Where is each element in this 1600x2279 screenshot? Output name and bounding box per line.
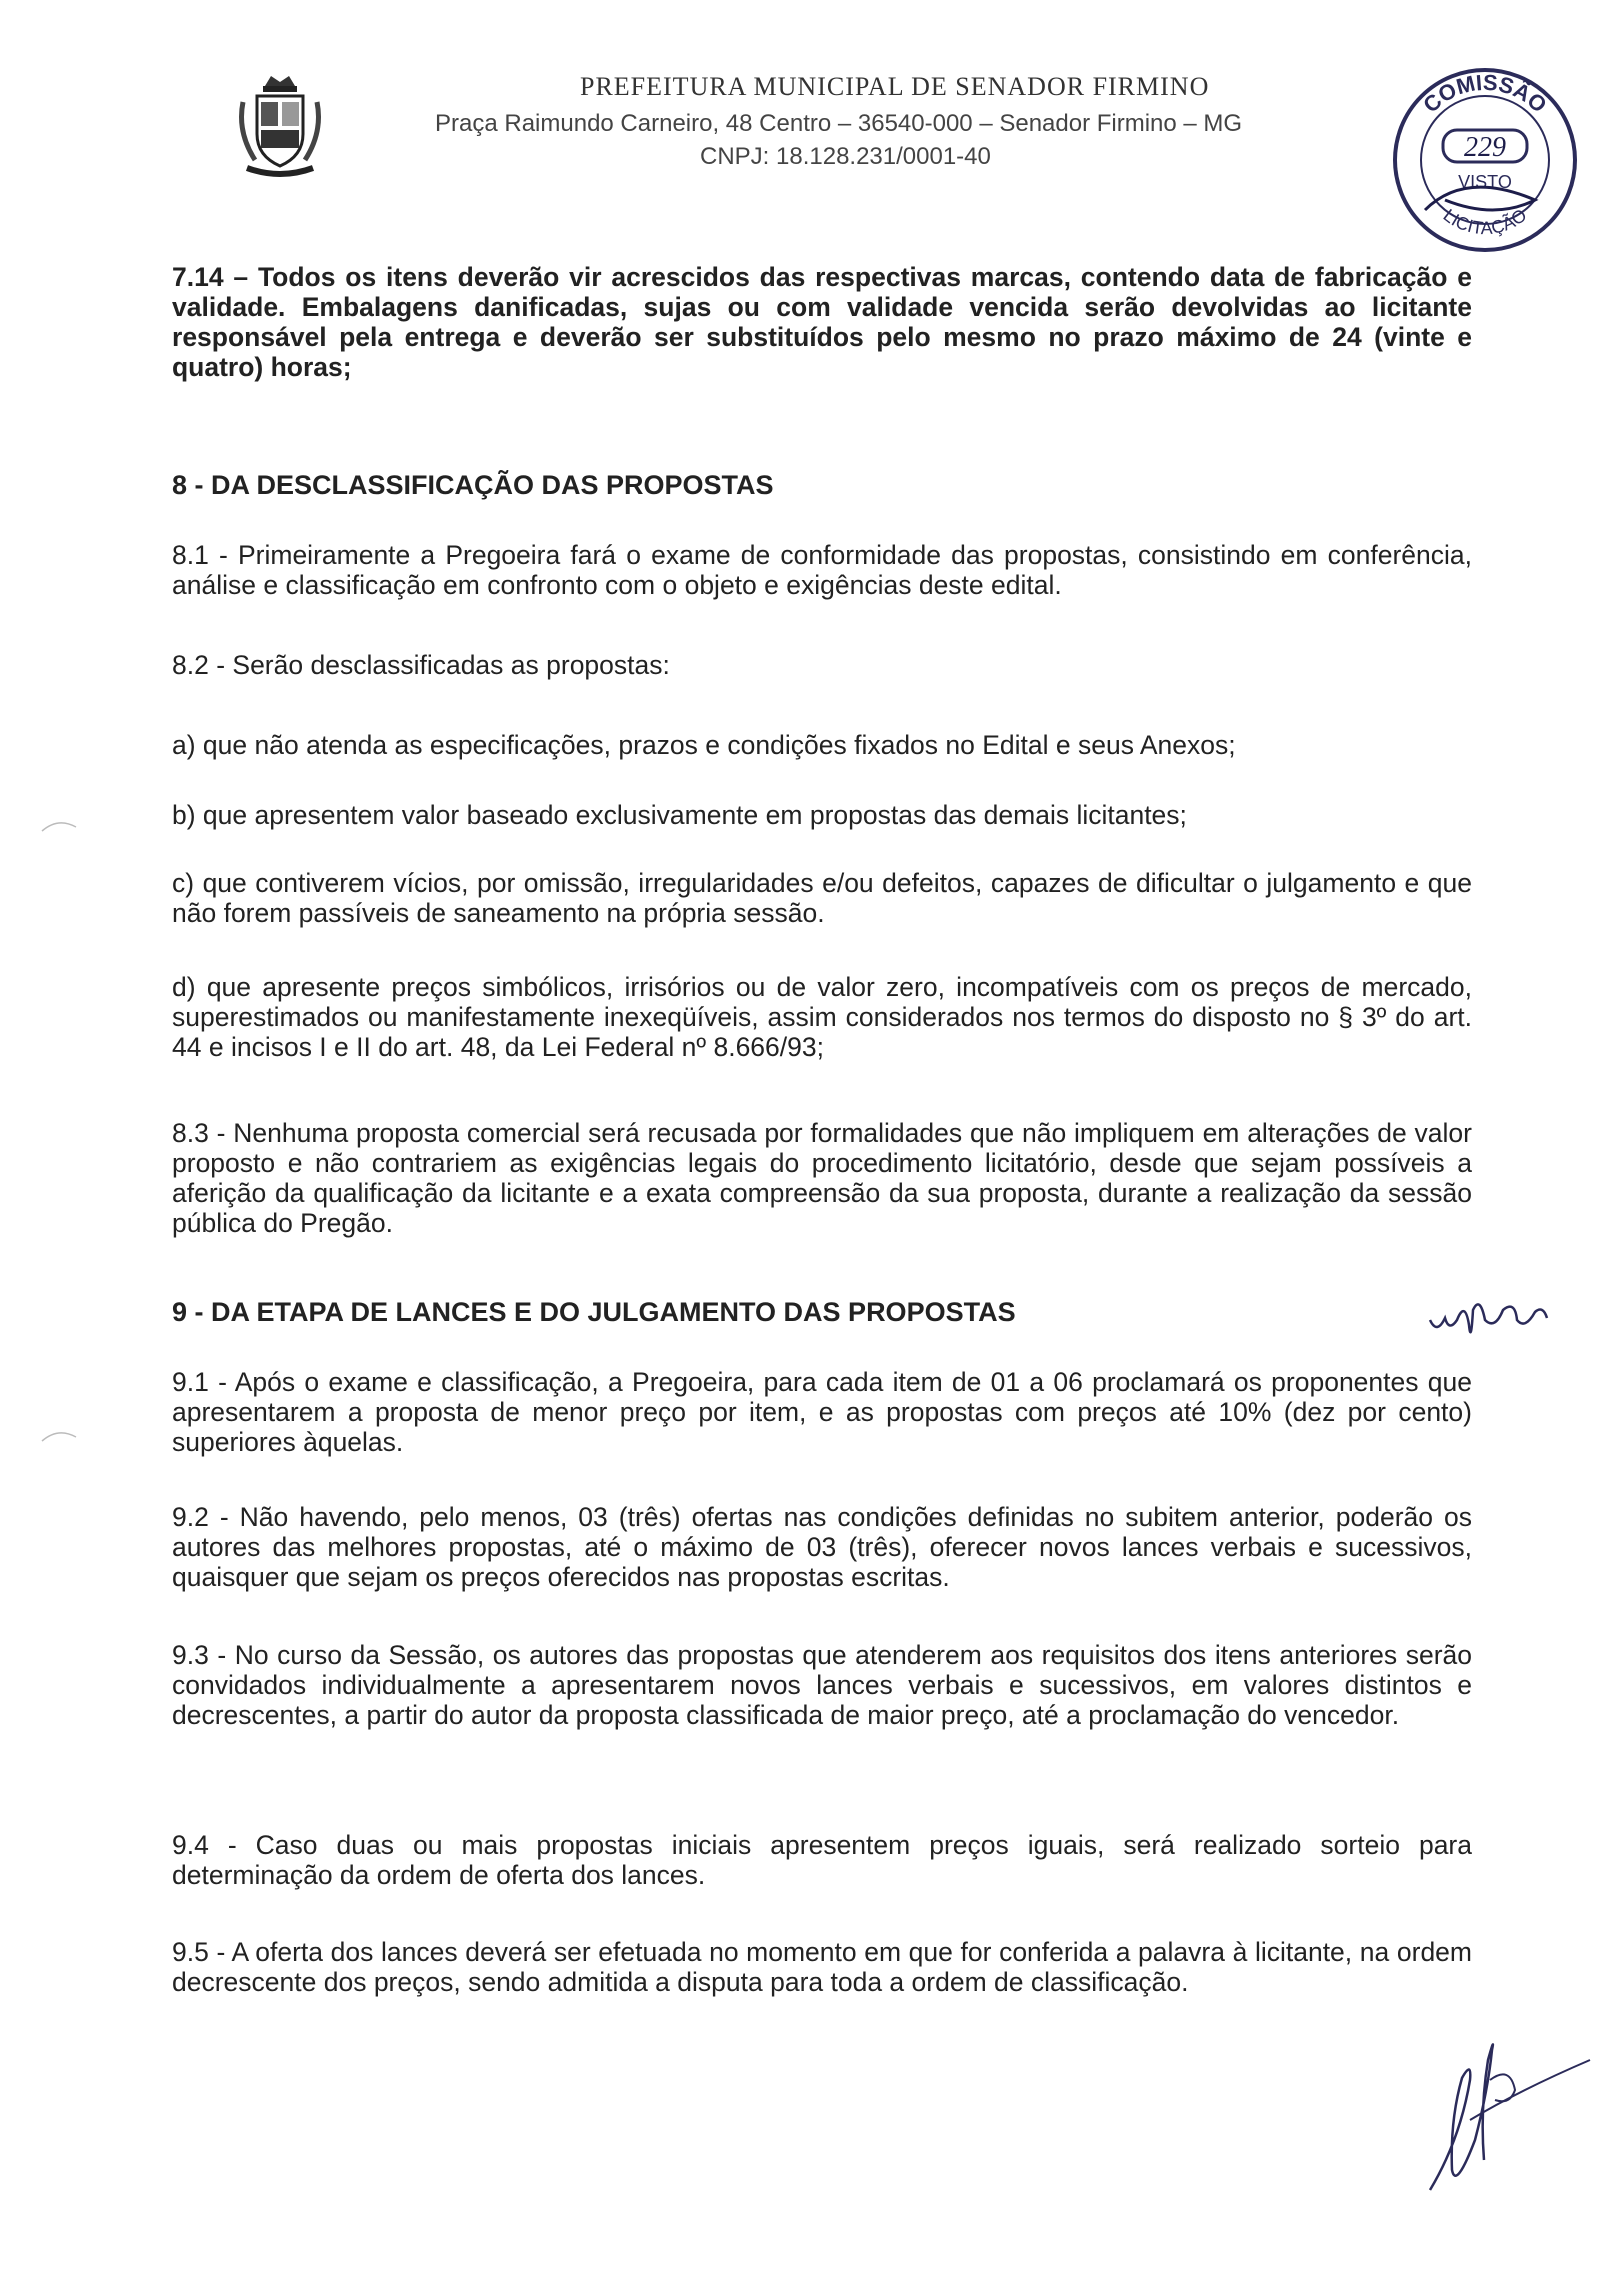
handwritten-initials — [1425, 1280, 1565, 1350]
commission-stamp — [1385, 60, 1585, 260]
heading-section-9: 9 - DA ETAPA DE LANCES E DO JULGAMENTO DAS PROPOSTAS — [172, 1297, 1016, 1327]
margin-mark — [40, 1425, 80, 1445]
section-8-3: 8.3 - Nenhuma proposta comercial será recusada por formalidades que não impliquem em alterações de valor proposto e não contrariem as exigências legais do procedimento licitatório, desde que sejam possíveis a aferição da qualificação da licitante e a exata compreensão da sua proposta, durante a realização da sessão pública do Pregão. — [172, 1118, 1472, 1238]
stamp-bottom-text: LICITAÇÃO — [1439, 204, 1531, 239]
section-8-2-b: b) que apresentem valor baseado exclusivamente em propostas das demais licitantes; — [172, 800, 1187, 830]
stamp-number: 229 — [1464, 132, 1506, 163]
margin-mark — [40, 815, 80, 835]
section-9-2: 9.2 - Não havendo, pelo menos, 03 (três) ofertas nas condições definidas no subitem anterior, poderão os autores das melhores propostas, até o máximo de 03 (três), oferecer novos lances verbais e sucessivos, quaisquer que sejam os preços oferecidos nas propostas escritas. — [172, 1502, 1472, 1592]
section-7-14: 7.14 – Todos os itens deverão vir acrescidos das respectivas marcas, contendo data de fabricação e validade. Embalagens danificadas, sujas ou com validade vencida serão devolvidas ao licitante responsável pela entrega e deverão ser substituídos pelo mesmo no prazo máximo de 24 (vinte e quatro) horas; — [172, 262, 1472, 382]
heading-section-8: 8 - DA DESCLASSIFICAÇÃO DAS PROPOSTAS — [172, 470, 774, 500]
svg-text:COMISSÃO — [1418, 70, 1551, 118]
section-8-2-a: a) que não atenda as especificações, prazos e condições fixados no Edital e seus Anexos; — [172, 730, 1236, 760]
section-9-4: 9.4 - Caso duas ou mais propostas iniciais apresentem preços iguais, será realizado sorteio para determinação da ordem de oferta dos lances. — [172, 1830, 1472, 1890]
stamp-top-text: COMISSÃO — [1418, 69, 1552, 118]
section-8-1: 8.1 - Primeiramente a Pregoeira fará o exame de conformidade das propostas, consistindo em conferência, análise e classificação em confronto com o objeto e exigências deste edital. — [172, 540, 1472, 600]
handwritten-signature — [1400, 2020, 1600, 2210]
section-9-3: 9.3 - No curso da Sessão, os autores das propostas que atenderem aos requisitos dos itens anteriores serão convidados individualmente a apresentarem novos lances verbais e sucessivos, em valores distintos e decrescentes, a partir do autor da proposta classificada de maior preço, até a proclamação do vencedor. — [172, 1640, 1472, 1730]
header-address: Praça Raimundo Carneiro, 48 Centro – 36540-000 – Senador Firmino – MG — [435, 110, 1243, 137]
section-9-5: 9.5 - A oferta dos lances deverá ser efetuada no momento em que for conferida a palavra à licitante, na ordem decrescente dos preços, sendo admitida a disputa para toda a ordem de classificação. — [172, 1937, 1472, 1997]
section-8-2-d: d) que apresente preços simbólicos, irrisórios ou de valor zero, incompatíveis com os preços de mercado, superestimados ou manifestamente inexeqüíveis, assim considerados nos termos do disposto no § 3º do art. 44 e incisos I e II do art. 48, da Lei Federal nº 8.666/93; — [172, 972, 1472, 1062]
stamp-visto: VISTO — [1458, 172, 1512, 192]
section-8-2: 8.2 - Serão desclassificadas as propostas: — [172, 650, 670, 680]
municipal-crest-icon — [235, 72, 325, 182]
section-9-1: 9.1 - Após o exame e classificação, a Pregoeira, para cada item de 01 a 06 proclamará os proponentes que apresentarem a proposta de menor preço por item, e as propostas com preços até 10% (dez por cento) superiores àquelas. — [172, 1367, 1472, 1457]
section-8-2-c: c) que contiverem vícios, por omissão, irregularidades e/ou defeitos, capazes de dificultar o julgamento e que não forem passíveis de saneamento na própria sessão. — [172, 868, 1472, 928]
header-title: PREFEITURA MUNICIPAL DE SENADOR FIRMINO — [580, 72, 1210, 101]
header-cnpj: CNPJ: 18.128.231/0001-40 — [700, 143, 991, 170]
